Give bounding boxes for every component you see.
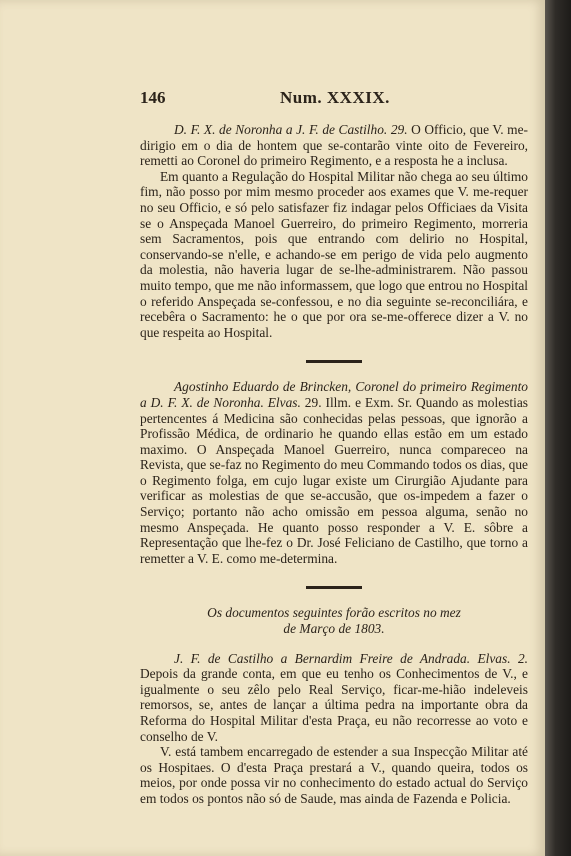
letter-2 bbox=[140, 379, 528, 566]
book-spine bbox=[545, 0, 571, 856]
letter-3-opening: Depois da grande conta, em que eu tenho os Conhecimentos de V., e igualmente o seu zêlo pelo Real Serviço, ficar-me-hião indeleveis remorsos, se, antes de lançar a última pedra na importante obra da Reforma do Hospital Militar d'esta Praça, eu não recorresse ao voto e conselho de V. bbox=[140, 666, 528, 744]
letter-2-heading: Agostinho Eduardo de Brincken, Coronel do primeiro Regimento a D. F. X. de Noronha. Elvas. bbox=[140, 379, 528, 410]
letter-1-heading: D. F. X. de Noronha a J. F. de Castilho. bbox=[174, 122, 388, 137]
letter-3-date: 2. bbox=[517, 650, 528, 666]
letter-3 bbox=[140, 651, 528, 745]
letter-2-body: Illm. e Exm. Sr. Quando as molestias pertencentes á Medicina são conhecidas pelas pessoas, que ignorão a Profissão Médica, de ordinario he quando ellas estão em um estado maximo. O Anspeçada Manoel Guerreiro, nunca compareceo na Revista, que se-faz no Regimento do meu Commando todos os dias, que o Regimento folga, em cujo lugar existe um Cirurgião Ajudante para verificar as molestias de que se-accusão, que os-impedem a fazer o Serviço; portanto não acho omissão em pessoa alguma, senão no mesmo Anspeçada. He quanto posso responder a V. E. sôbre a Representação que lhe-fez o Dr. José Feliciano de Castilho, que torno a remetter a V. E. como me-determina. bbox=[140, 394, 528, 566]
letter-3-heading: J. F. de Castilho a Bernardim Freire de Andrada. Elvas. bbox=[174, 650, 511, 666]
section-divider bbox=[306, 586, 362, 589]
section-note-line-2: de Março de 1803. bbox=[283, 621, 385, 637]
page-text bbox=[140, 88, 528, 807]
letter-1 bbox=[140, 122, 528, 169]
letter-1-date: 29. bbox=[390, 122, 408, 137]
section-divider bbox=[306, 360, 362, 363]
letter-2-date: 29. bbox=[304, 394, 322, 410]
page-number: 146 bbox=[140, 88, 166, 107]
letter-1-opening: O Officio, que V. me-dirigio em o dia de hontem que se-contarão vinte oito de Fevereiro, remetti ao Coronel do primeiro Regimento, e a resposta he a inclusa. bbox=[140, 122, 528, 169]
letter-1-body: Em quanto a Regulação do Hospital Militar não chega ao seu último fim, não posso por mim mesmo proceder aos exames que V. me-requer no seu Officio, e só pelo satisfazer fiz indagar pelos Officiaes da Visita se o Anspeçada Manoel Guerreiro, do primeiro Regimento, morreria sem Sacramentos, pois que entrando com delirio no Hospital, conservando-se n'elle, e achando-se em perigo de vida pelo augmento da molestia, não haveria lugar de se-lhe-administrarem. Não passou muito tempo, que me não informassem, que logo que entrou no Hospital o referido Anspeçada se-confessou, e no dia seguinte se-reconciliára, e recebêra o Sacramento: he o que por ora se-me-offerece dizer a V. no que respeita ao Hospital. bbox=[140, 168, 528, 340]
document-number: Num. XXXIX. bbox=[280, 88, 390, 107]
page-header bbox=[140, 88, 528, 116]
section-note-line-1: Os documentos seguintes forão escritos no mez bbox=[207, 605, 461, 621]
letter-3-body: V. está tambem encarregado de estender a sua Inspecção Militar até os Hospitaes. O d'esta Praça prestará a V., quando queira, todos os meios, por onde possa vir no conhecimento do estado actual do Serviço em todos os pontos não só de Saude, mas ainda de Fazenda e Policia. bbox=[140, 744, 528, 806]
spacer bbox=[140, 637, 528, 651]
